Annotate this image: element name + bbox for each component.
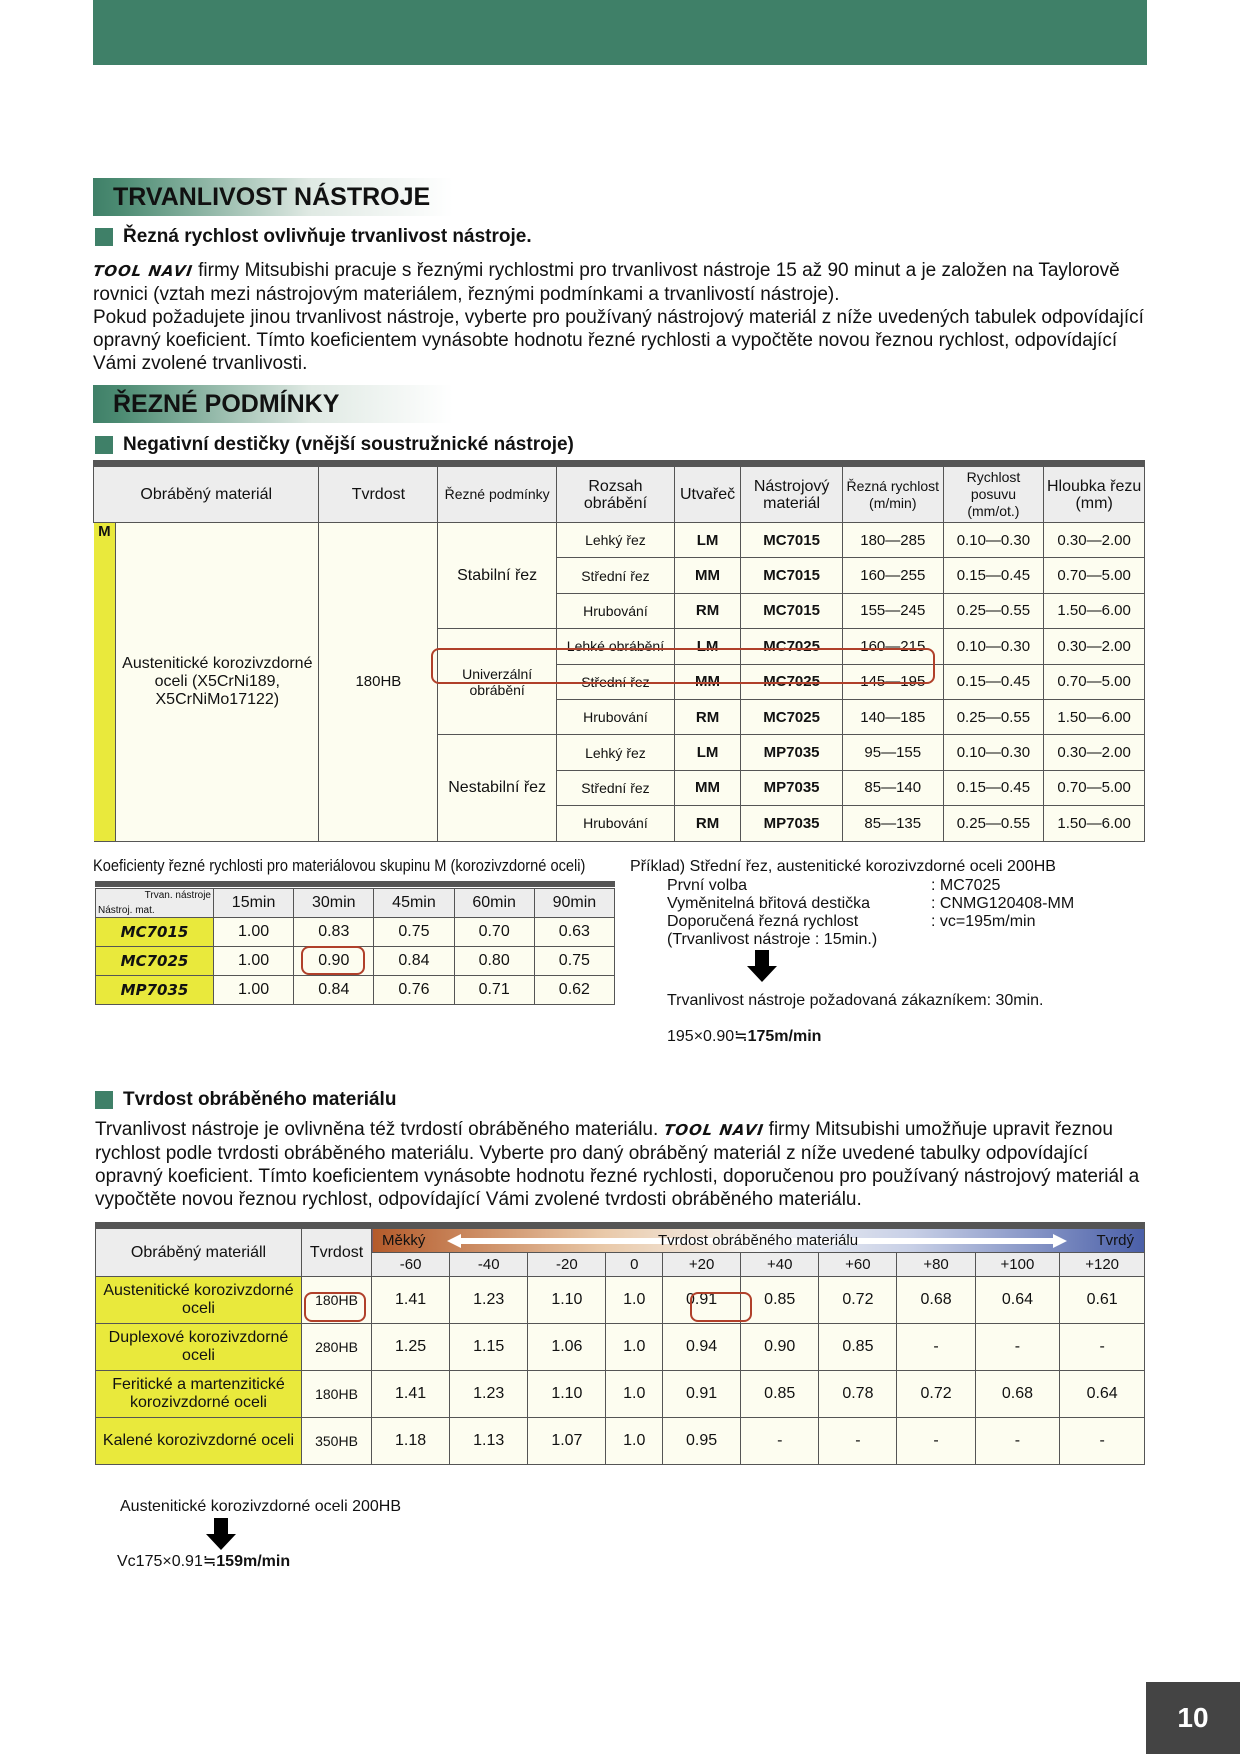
table-cell: 0.62 — [534, 976, 614, 1005]
hardness-cell: 180HB — [302, 1277, 372, 1324]
table-cell: 0.90 — [294, 947, 374, 976]
material-group-band: M — [94, 523, 116, 842]
table-cell: 1.0 — [606, 1324, 663, 1371]
corner-bottom-label: Nástroj. mat. — [98, 905, 155, 916]
condition-cell: Nestabilní řez — [438, 735, 557, 841]
col-header: Rozsah obrábění — [557, 467, 675, 523]
hardness-cell: 280HB — [302, 1324, 372, 1371]
material-cell: Austenitické korozivzdorné oceli (X5CrNi189, X5CrNiMo17122) — [116, 523, 319, 842]
table-cell: 140—185 — [842, 699, 943, 734]
example-key: (Trvanlivost nástroje : 15min.) — [667, 931, 878, 948]
subheading-negative-inserts — [95, 434, 574, 456]
table-cell: - — [897, 1418, 975, 1465]
table-cell: MP7035 — [741, 806, 843, 841]
table-cell: RM — [674, 806, 740, 841]
col-header: 90min — [534, 889, 614, 918]
table-cell: 0.70—5.00 — [1044, 770, 1145, 805]
table-cell: 0.68 — [897, 1277, 975, 1324]
table-cell: 1.41 — [372, 1371, 450, 1418]
table-cell: 0.25—0.55 — [943, 593, 1044, 628]
col-header: Hloubka řezu (mm) — [1044, 467, 1145, 523]
square-bullet-icon — [95, 436, 113, 454]
col-header: 15min — [214, 889, 294, 918]
table-cell: 0.71 — [454, 976, 534, 1005]
table-cell: 0.10—0.30 — [943, 735, 1044, 770]
intro-text-b: Pokud požadujete jinou trvanlivost nástroje, vyberte pro používaný nástrojový materiál z níže uvedených tabulek odpovídající opravný koeficient. Tímto koeficientem vynásobte hodnotu řezné rychlosti a vypočtěte novou řeznou rychlost, odpovídající Vámi zvolené trvanlivosti. — [93, 307, 1144, 374]
table-cell: 1.00 — [214, 947, 294, 976]
table-cell: MC7025 — [741, 699, 843, 734]
condition-cell: Univerzální obrábění — [438, 629, 557, 735]
col-header: 60min — [454, 889, 534, 918]
table-cell: 0.25—0.55 — [943, 699, 1044, 734]
hardness-coef-table — [95, 1228, 1145, 1465]
corner-header — [96, 889, 214, 918]
table-cell: 0.95 — [663, 1418, 741, 1465]
table-cell: MC7025 — [741, 629, 843, 664]
table-cell: 85—135 — [842, 806, 943, 841]
table-cell: 1.00 — [214, 976, 294, 1005]
table-cell: 0.84 — [294, 976, 374, 1005]
table-cell: 155—245 — [842, 593, 943, 628]
intro-paragraph — [93, 259, 1153, 375]
highlight-circle — [690, 1292, 752, 1322]
col-header: 30min — [294, 889, 374, 918]
col-header: -20 — [528, 1253, 606, 1277]
table-cell: 0.85 — [741, 1371, 819, 1418]
example-key: První volba — [667, 877, 748, 894]
highlight-circle — [304, 1292, 366, 1322]
table-cell: 1.10 — [528, 1277, 606, 1324]
table-cell: MP7035 — [741, 735, 843, 770]
table-cell: 0.80 — [454, 947, 534, 976]
hardness-scale-bar — [372, 1229, 1145, 1253]
hardness-text-a: Trvanlivost nástroje je ovlivněna též tvrdostí obráběného materiálu. — [95, 1119, 664, 1140]
hardness-paragraph — [95, 1118, 1147, 1211]
intro-text-a: firmy Mitsubishi pracuje s řeznými rychlostmi pro trvanlivost nástroje 15 až 90 minut a je založen na Taylorově rovnici (vztah mezi nástrojovým materiálem, řeznými podmínkami a trvanlivostí nástroje). — [93, 260, 1120, 305]
table-cell: 1.0 — [606, 1418, 663, 1465]
table-cell: Střední řez — [557, 664, 675, 699]
table-cell: 85—140 — [842, 770, 943, 805]
col-header: +60 — [819, 1253, 897, 1277]
tool-material: MC7025 — [96, 947, 214, 976]
material-cell: Feritické a martenzitické korozivzdorné oceli — [96, 1371, 302, 1418]
table-cell: LM — [674, 629, 740, 664]
col-header: Obráběný materiál — [94, 467, 319, 523]
table-cell: Hrubování — [557, 806, 675, 841]
table-cell: - — [897, 1324, 975, 1371]
section-title-cutting-conditions: ŘEZNÉ PODMÍNKY — [93, 385, 453, 423]
col-header: Obráběný materiáll — [96, 1229, 302, 1277]
table-cell: 1.0 — [606, 1371, 663, 1418]
example2-line: Austenitické korozivzdorné oceli 200HB — [120, 1498, 402, 1515]
table-cell: 1.50—6.00 — [1044, 593, 1145, 628]
table-cell: 0.15—0.45 — [943, 664, 1044, 699]
example-key: Doporučená řezná rychlost — [667, 913, 859, 930]
table-cell: 145—195 — [842, 664, 943, 699]
material-cell: Austenitické korozivzdorné oceli — [96, 1277, 302, 1324]
table-cell: Lehké obrábění — [557, 629, 675, 664]
hardness-text-b: firmy Mitsubishi umožňuje upravit řeznou rychlost podle tvrdosti obráběného materiálu. Vyberte pro daný obráběný materiál z níže uvedené tabulky odpovídající opravný koeficient. Tímto koeficientem vynásobte hodnotu řezné rychlosti, doporučenou pro používaný nástrojový materiál a vypočtěte novou řeznou rychlost, odpovídající Vámi zvolené tvrdosti obráběného materiálu. — [95, 1119, 1140, 1210]
table-cell: 0.91 — [663, 1371, 741, 1418]
table-cell: 0.94 — [663, 1324, 741, 1371]
table-cell: 1.06 — [528, 1324, 606, 1371]
table-cell: 0.10—0.30 — [943, 523, 1044, 558]
scale-title: Tvrdost obráběného materiálu — [657, 1232, 859, 1249]
table-cell: 1.00 — [214, 918, 294, 947]
table-cell: - — [819, 1418, 897, 1465]
calc-expression: Vc175×0.91≒ — [117, 1553, 217, 1570]
col-header: Tvrdost — [302, 1229, 372, 1277]
col-header: Řezná rychlost (m/min) — [842, 467, 943, 523]
table-cell: 1.18 — [372, 1418, 450, 1465]
table-cell: - — [1060, 1324, 1145, 1371]
table-cell: 0.90 — [741, 1324, 819, 1371]
example-line: Příklad) Střední řez, austenitické korozivzdorné oceli 200HB — [630, 858, 1056, 875]
table-cell: - — [1060, 1418, 1145, 1465]
table-cell: 0.75 — [534, 947, 614, 976]
table-cell: 0.72 — [819, 1277, 897, 1324]
table-cell: 0.76 — [374, 976, 454, 1005]
col-header: Tvrdost — [319, 467, 438, 523]
subheading-hardness — [95, 1089, 396, 1111]
table-cell: - — [975, 1418, 1060, 1465]
subheading-text: Negativní destičky (vnější soustružnické nástroje) — [123, 434, 574, 455]
table-cell: 1.15 — [450, 1324, 528, 1371]
table-cell: 1.13 — [450, 1418, 528, 1465]
table-cell: MC7015 — [741, 523, 843, 558]
table-cell: Hrubování — [557, 593, 675, 628]
table-cell: Lehký řez — [557, 735, 675, 770]
table-cell: RM — [674, 593, 740, 628]
calc-expression: 195×0.90≒ — [667, 1028, 748, 1045]
corner-top-label: Trvan. nástroje — [144, 890, 211, 901]
table-cell: Střední řez — [557, 558, 675, 593]
table-cell: 1.50—6.00 — [1044, 806, 1145, 841]
material-cell: Duplexové korozivzdorné oceli — [96, 1324, 302, 1371]
page-number: 10 — [1146, 1682, 1240, 1754]
table-cell: 1.50—6.00 — [1044, 699, 1145, 734]
table-cell: 0.64 — [1060, 1371, 1145, 1418]
square-bullet-icon — [95, 228, 113, 246]
table-cell: 0.70—5.00 — [1044, 558, 1145, 593]
col-header: Rychlost posuvu (mm/ot.) — [943, 467, 1044, 523]
table-cell: 0.61 — [1060, 1277, 1145, 1324]
tool-navi-logo: TOOL NAVI — [662, 1121, 765, 1139]
calc-result: 175m/min — [747, 1028, 822, 1045]
table-cell: - — [741, 1418, 819, 1465]
table-cell: 0.78 — [819, 1371, 897, 1418]
table-cell: MC7015 — [741, 558, 843, 593]
table-cell: 0.25—0.55 — [943, 806, 1044, 841]
col-header: +80 — [897, 1253, 975, 1277]
tool-navi-logo: TOOL NAVI — [91, 262, 195, 280]
table-cell: 1.23 — [450, 1277, 528, 1324]
subheading-text: Tvrdost obráběného materiálu — [123, 1089, 397, 1110]
top-banner — [93, 0, 1147, 65]
calc-result: 159m/min — [216, 1553, 291, 1570]
table-cell: 0.63 — [534, 918, 614, 947]
table-cell: 0.10—0.30 — [943, 629, 1044, 664]
table-cell: 0.30—2.00 — [1044, 523, 1145, 558]
table-cell: 1.07 — [528, 1418, 606, 1465]
hard-label: Tvrdý — [1096, 1232, 1134, 1249]
col-header: Řezné podmínky — [438, 467, 557, 523]
example-value: : CNMG120408-MM — [931, 895, 1075, 912]
example-value: : vc=195m/min — [931, 913, 1036, 930]
table-cell: 0.30—2.00 — [1044, 735, 1145, 770]
table-cell: 0.64 — [975, 1277, 1060, 1324]
table-cell: 0.91 — [663, 1277, 741, 1324]
example-value: : MC7025 — [931, 877, 1001, 894]
down-arrow-icon — [206, 1518, 236, 1550]
table-cell: MM — [674, 664, 740, 699]
highlight-circle — [301, 946, 365, 975]
table-cell: 1.10 — [528, 1371, 606, 1418]
coef-table-caption: Koeficienty řezné rychlosti pro materiálovou skupinu M (korozivzdorné oceli) — [93, 856, 586, 875]
hardness-cell: 180HB — [302, 1371, 372, 1418]
col-header: 45min — [374, 889, 454, 918]
example2-calc — [117, 1553, 290, 1571]
table-cell: MM — [674, 558, 740, 593]
section-title-tool-life: TRVANLIVOST NÁSTROJE — [93, 178, 453, 216]
table-cell: Střední řez — [557, 770, 675, 805]
table-cell: 0.72 — [897, 1371, 975, 1418]
table-cell: 95—155 — [842, 735, 943, 770]
hardness-cell: 180HB — [319, 523, 438, 842]
table-cell: 180—285 — [842, 523, 943, 558]
table-cell: 0.85 — [741, 1277, 819, 1324]
table-cell: Hrubování — [557, 699, 675, 734]
table-cell: 0.30—2.00 — [1044, 629, 1145, 664]
table-cell: 0.84 — [374, 947, 454, 976]
table-cell: 0.85 — [819, 1324, 897, 1371]
condition-cell: Stabilní řez — [438, 523, 557, 629]
table-cell: 1.25 — [372, 1324, 450, 1371]
col-header: -40 — [450, 1253, 528, 1277]
tool-material: MP7035 — [96, 976, 214, 1005]
subheading-speed-life — [95, 226, 532, 248]
material-cell: Kalené korozivzdorné oceli — [96, 1418, 302, 1465]
subheading-text: Řezná rychlost ovlivňuje trvanlivost nástroje. — [123, 226, 532, 247]
table-cell: RM — [674, 699, 740, 734]
col-header: +40 — [741, 1253, 819, 1277]
table-cell: LM — [674, 523, 740, 558]
table-cell: - — [975, 1324, 1060, 1371]
col-header: +100 — [975, 1253, 1060, 1277]
highlight-circle — [431, 648, 935, 684]
tool-material: MC7015 — [96, 918, 214, 947]
table-cell: MP7035 — [741, 770, 843, 805]
col-header: Utvařeč — [674, 467, 740, 523]
table-cell: 0.15—0.45 — [943, 558, 1044, 593]
table-cell: 0.70 — [454, 918, 534, 947]
soft-label: Měkký — [382, 1232, 426, 1249]
table-cell: 1.23 — [450, 1371, 528, 1418]
square-bullet-icon — [95, 1091, 113, 1109]
table-cell: 160—215 — [842, 629, 943, 664]
table-top-rule — [95, 881, 615, 887]
table-cell: 0.83 — [294, 918, 374, 947]
col-header: 0 — [606, 1253, 663, 1277]
example-line: Trvanlivost nástroje požadovaná zákazníkem: 30min. — [667, 992, 1044, 1009]
hardness-cell: 350HB — [302, 1418, 372, 1465]
col-header: -60 — [372, 1253, 450, 1277]
example-calc — [667, 1028, 821, 1046]
table-cell: LM — [674, 735, 740, 770]
table-cell: 0.15—0.45 — [943, 770, 1044, 805]
col-header: Nástrojový materiál — [741, 467, 843, 523]
table-cell: 0.70—5.00 — [1044, 664, 1145, 699]
col-header: +120 — [1060, 1253, 1145, 1277]
table-cell: MC7025 — [741, 664, 843, 699]
table-cell: 1.0 — [606, 1277, 663, 1324]
col-header: +20 — [663, 1253, 741, 1277]
table-cell: 1.41 — [372, 1277, 450, 1324]
table-cell: 0.75 — [374, 918, 454, 947]
table-cell: MC7015 — [741, 593, 843, 628]
table-cell: 160—255 — [842, 558, 943, 593]
example-key: Vyměnitelná břitová destička — [667, 895, 871, 912]
table-cell: Lehký řez — [557, 523, 675, 558]
table-cell: 0.68 — [975, 1371, 1060, 1418]
table-cell: MM — [674, 770, 740, 805]
down-arrow-icon — [747, 950, 777, 982]
